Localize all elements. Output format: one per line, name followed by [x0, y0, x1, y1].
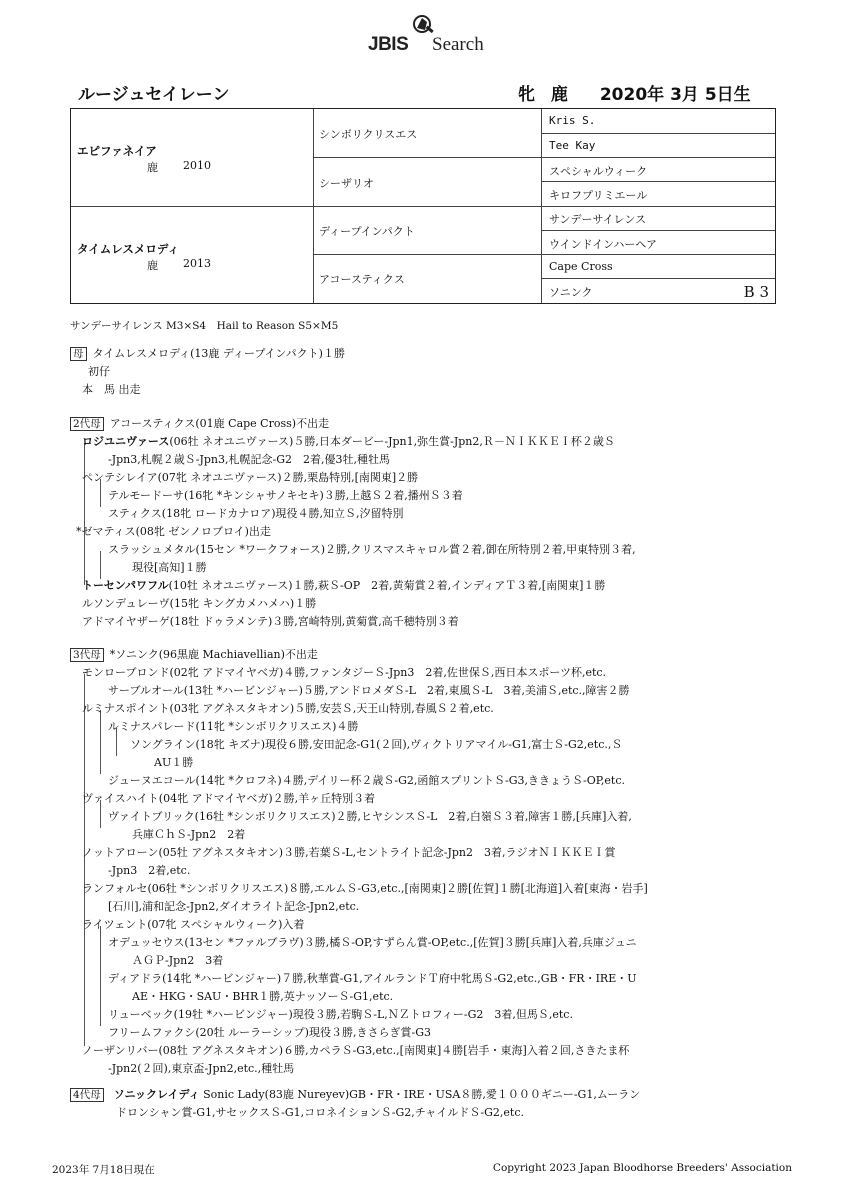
record-line: *ソニンク(96黒鹿 Machiavellian)不出走	[109, 648, 318, 661]
record-line: アドマイヤザーゲ(18牡 ドゥラメンテ)３勝,宮崎特別,黄菊賞,高千穂特別３着	[82, 615, 459, 628]
record-line: Sonic Lady(83鹿 Nureyev)GB・FR・IRE・USA８勝,愛１０００ギニー-G1,ムーラン	[203, 1088, 641, 1101]
record-line: AU１勝	[154, 756, 194, 769]
record-line: ルミナスポイント(03牝 アグネスタキオン)５勝,安芸Ｓ,天王山特別,春風Ｓ２着,etc.	[82, 702, 494, 715]
record-line: (10牡 ネオユニヴァース)１勝,萩Ｓ-OP 2着,黄菊賞２着,インディアＴ３着,[南関東]１勝	[168, 579, 606, 592]
record-line: ソングライン(18牝 キズナ)現役６勝,安田記念-G1(２回),ヴィクトリアマイル-G1,富士Ｓ-G2,etc.,Ｓ	[130, 738, 623, 751]
section-2nd-dam	[70, 415, 636, 631]
horse-info	[518, 80, 761, 105]
pedigree-g2: シーザリオ	[319, 177, 374, 190]
section-tag: 2代母	[70, 417, 104, 431]
record-line: 現役[高知]１勝	[132, 561, 207, 574]
pedigree-dam-year: 2010	[183, 159, 211, 172]
record-line: AE・HKG・SAU・BHR１勝,英ナッソーＳ-G1,etc.	[132, 990, 394, 1003]
record-line: -Jpn3,札幌２歳Ｓ-Jpn3,札幌記念-G2 2着,優3牡,種牡馬	[108, 453, 390, 466]
record-line: (06牡 ネオユニヴァース)５勝,日本ダービー-Jpn1,弥生賞-Jpn2,Ｒ－ＮＩＫＫＥＩ杯２歳Ｓ	[169, 435, 615, 448]
record-line: ルソンデュレーヴ(15牝 キングカメハメハ)１勝	[82, 597, 317, 610]
logo-search: Search	[432, 34, 484, 55]
pedigree-g4: アコースティクス	[319, 273, 405, 286]
pedigree-table	[70, 108, 776, 304]
family-number: B 3	[743, 283, 769, 301]
record-line: オデュッセウス(13セン *ファルブラヴ)３勝,橘Ｓ-OP,すずらん賞-OP,etc.,[佐賀]３勝[兵庫]入着,兵庫ジュニ	[108, 936, 637, 949]
dam-note: 本 馬 出走	[82, 383, 141, 396]
pedigree-dam-color: 鹿	[147, 161, 158, 174]
section-tag: 母	[70, 347, 87, 361]
pedigree-dam2-color: 鹿	[147, 259, 158, 272]
pedigree-dam-name: エピファネイア	[77, 144, 157, 158]
inbreeding-line: サンデーサイレンス M3×S4 Hail to Reason S5×M5	[70, 320, 339, 332]
section-dam	[70, 345, 345, 399]
jbis-logo	[366, 14, 506, 58]
pedigree-gg: サンデーサイレンス	[549, 213, 647, 226]
pedigree-gg: Tee Kay	[549, 139, 596, 152]
pedigree-dam2-year: 2013	[183, 257, 211, 270]
pedigree-gg: ウインドインハーヘア	[549, 238, 658, 251]
record-line: ライツェント(07牝 スペシャルウィーク)入着	[82, 918, 305, 931]
record-line: リューベック(19牡 *ハービンジャー)現役３勝,若駒Ｓ-L,ＮＺトロフィー-G2 3着,但馬Ｓ,etc.	[108, 1008, 573, 1021]
pedigree-dam2-name: タイムレスメロディ	[77, 242, 180, 256]
record-line: モンローブロンド(02牝 アドマイヤベガ)４勝,ファンタジーＳ-Jpn3 2着,佐世保Ｓ,西日本スポーツ杯,etc.	[82, 666, 607, 679]
record-line: ドロンシャン賞-G1,サセックスＳ-G1,コロネイションＳ-G2,チャイルドＳ-G2,etc.	[116, 1106, 524, 1119]
pedigree-gg: Kris S.	[549, 114, 596, 127]
record-line: -Jpn3 2着,etc.	[108, 864, 191, 877]
record-line: ヴァイトブリック(16牡 *シンボリクリスエス)２勝,ヒヤシンスＳ-L 2着,白嶺Ｓ３着,障害１勝,[兵庫]入着,	[108, 810, 632, 823]
footer-copyright: Copyright 2023 Japan Bloodhorse Breeders' Association	[492, 1162, 792, 1174]
horse-name: ルージュセイレーン	[78, 85, 230, 105]
record-line: スティクス(18牝 ロードカナロア)現役４勝,知立Ｓ,汐留特別	[108, 507, 404, 520]
record-line: アコースティクス(01鹿 Cape Cross)不出走	[109, 417, 330, 430]
horse-link: ソニックレイディ	[113, 1088, 200, 1101]
logo-jbis: JBIS	[368, 34, 409, 55]
record-line: ノーザンリバー(08牡 アグネスタキオン)６勝,カペラＳ-G3,etc.,[南関東]４勝[岩手・東海]入着２回,さきたま杯	[82, 1044, 630, 1057]
pedigree-g3: ディープインパクト	[319, 225, 415, 238]
section-3rd-dam	[70, 646, 648, 1078]
record-line: [石川],浦和記念-Jpn2,ダイオライト記念-Jpn2,etc.	[108, 900, 360, 913]
section-tag: 4代母	[70, 1088, 104, 1102]
horse-birth: 2020年 3月 5日生	[599, 85, 751, 105]
pedigree-gg: スペシャルウィーク	[549, 165, 648, 178]
horse-link: トーセンパワフル	[82, 579, 169, 592]
record-line: ヴァイスハイト(04牝 アドマイヤベガ)２勝,羊ヶ丘特別３着	[82, 792, 376, 805]
record-line: スラッシュメタル(15セン *ワークフォース)２勝,クリスマスキャロル賞２着,御在所特別２着,甲東特別３着,	[108, 543, 636, 556]
record-line: -Jpn2(２回),東京盃-Jpn2,etc.,種牡馬	[108, 1062, 295, 1075]
record-line: フリームファクシ(20牡 ルーラーシップ)現役３勝,きさらぎ賞-G3	[108, 1026, 431, 1039]
horse-color: 鹿	[550, 85, 568, 105]
record-line: ペンテシレイア(07牝 ネオユニヴァース)２勝,栗島特別,[南関東]２勝	[82, 471, 419, 484]
section-tag: 3代母	[70, 648, 104, 662]
record-line: ルミナスパレード(11牝 *シンボリクリスエス)４勝	[108, 720, 359, 733]
dam-record: タイムレスメロディ(13鹿 ディープインパクト)１勝	[92, 347, 345, 360]
horse-sex: 牝	[518, 85, 535, 105]
record-line: *ゼマティス(08牝 ゼンノロブロイ)出走	[76, 525, 271, 538]
footer-date: 2023年 7月18日現在	[52, 1164, 155, 1176]
record-line: ディアドラ(14牝 *ハービンジャー)７勝,秋華賞-G1,アイルランドＴ府中牝馬Ｓ-G2,etc.,GB・FR・IRE・U	[108, 972, 637, 985]
record-line: ランフォルセ(06牡 *シンボリクリスエス)８勝,エルムＳ-G3,etc.,[南関東]２勝[佐賀]１勝[北海道]入着[東海・岩手]	[82, 882, 648, 895]
pedigree-gg: キロフプリミエール	[549, 189, 648, 202]
pedigree-gg: ソニンク	[549, 286, 593, 299]
record-line: テルモードーサ(16牝 *キンシャサノキセキ)３勝,上越Ｓ２着,播州Ｓ３着	[108, 489, 463, 502]
record-line: ノットアローン(05牡 アグネスタキオン)３勝,若葉Ｓ-L,セントライト記念-Jpn2 3着,ラジオＮＩＫＫＥＩ賞	[82, 846, 616, 859]
pedigree-gg: Cape Cross	[549, 260, 613, 273]
record-line: サーブルオール(13牡 *ハービンジャー)５勝,アンドロメダＳ-L 2着,東風Ｓ-L 3着,美浦Ｓ,etc.,障害２勝	[108, 684, 630, 697]
horse-link: ロジユニヴァース	[82, 435, 170, 448]
record-line: 兵庫ＣｈＳ-Jpn2 2着	[132, 828, 246, 841]
pedigree-g1: シンボリクリスエス	[319, 128, 418, 141]
section-4th-dam	[70, 1086, 640, 1122]
record-line: ジューヌエコール(14牝 *クロフネ)４勝,デイリー杯２歳Ｓ-G2,函館スプリントＳ-G3,ききょうＳ-OP,etc.	[108, 774, 625, 787]
record-line: ＡＧＰ-Jpn2 3着	[132, 954, 224, 967]
dam-note: 初仔	[88, 365, 110, 378]
